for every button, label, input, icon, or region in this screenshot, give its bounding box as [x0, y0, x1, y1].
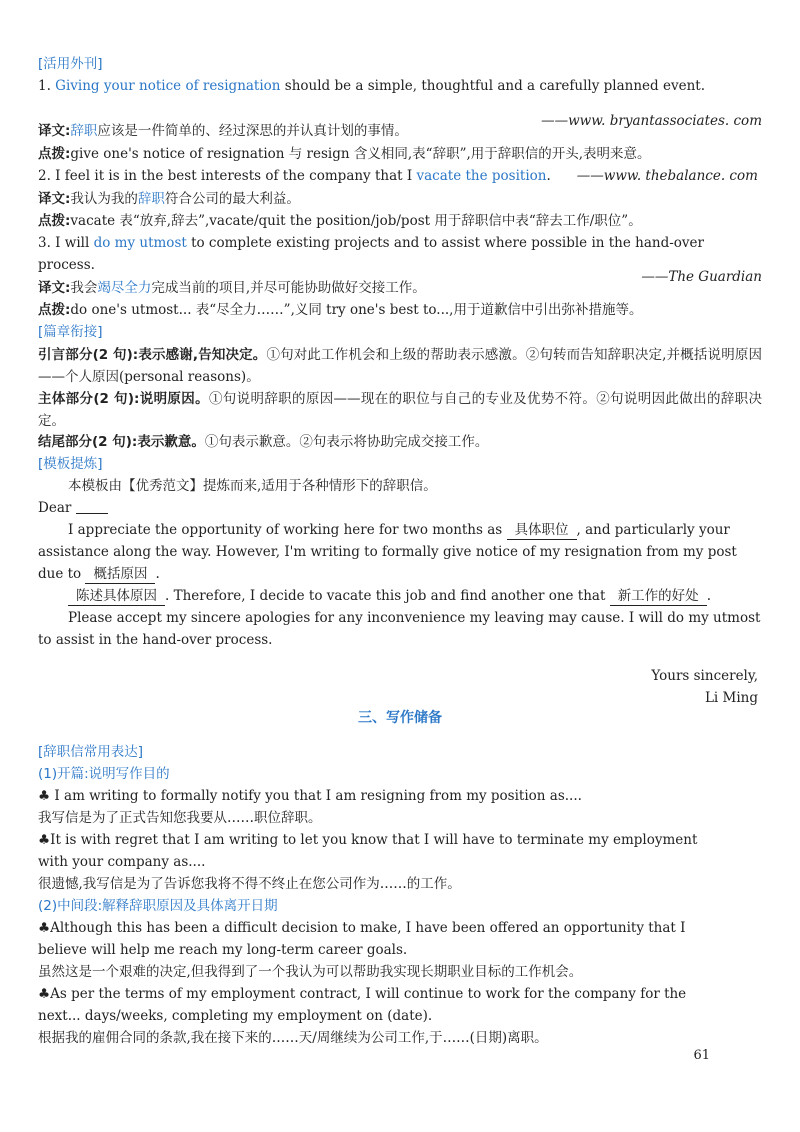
example-1: 1. Giving your notice of resignation should be a simple, thoughtful and a carefully planned event. — [38, 78, 705, 94]
template-p1: I appreciate the opportunity of working here for two months as 具体职位 , and particularly your — [68, 522, 730, 538]
structure-intro: 引言部分(2 句):表示感谢,告知决定。①句对此工作机会和上级的帮助表示感激。②句转而告知辞职决定,并概括说明原因——个人原因(personal reasons)。 — [38, 347, 762, 385]
template-closing: Yours sincerely, — [651, 667, 758, 684]
note-2: 点拨:vacate 表“放弃,辞去”,vacate/quit the position/job/post 用于辞职信中表“辞去工作/职位”。 — [38, 213, 642, 229]
expression-3-cont: believe will help me reach my long-term career goals. — [38, 942, 408, 958]
template-p1-end: due to 概括原因 . — [38, 566, 160, 582]
section-header-huoyong: [活用外刊] — [38, 56, 103, 72]
structure-body: 主体部分(2 句):说明原因。①句说明辞职的原因——现在的职位与自己的专业及优势不符。②句说明因此做出的辞职决定。 — [38, 391, 762, 429]
club-icon: ♣ — [38, 920, 51, 936]
expression-3: ♣Although this has been a difficult decision to make, I have been offered an opportunity that I — [38, 920, 686, 936]
structure-ending: 结尾部分(2 句):表示歉意。①句表示歉意。②句表示将协助完成交接工作。 — [38, 434, 489, 450]
example-3-cont: process. — [38, 257, 95, 273]
template-intro: 本模板由【优秀范文】提炼而来,适用于各种情形下的辞职信。 — [68, 478, 437, 494]
name-blank — [76, 499, 108, 514]
page-number: 61 — [693, 1048, 710, 1063]
expression-1-zh: 我写信是为了正式告知您我要从……职位辞职。 — [38, 810, 322, 826]
fill-blank: 具体职位 — [507, 521, 577, 540]
expression-2-zh: 很遗憾,我写信是为了告诉您我将不得不终止在您公司作为……的工作。 — [38, 876, 461, 892]
source-citation: ——www. thebalance. com — [576, 168, 758, 184]
fill-blank: 概括原因 — [85, 565, 155, 584]
fill-blank: 新工作的好处 — [610, 587, 707, 606]
expression-2-cont: with your company as.... — [38, 854, 206, 870]
template-greeting: Dear — [38, 498, 762, 519]
expression-1: ♣ I am writing to formally notify you that I am resigning from my position as.... — [38, 788, 582, 804]
translation-1: 译文:辞职应该是一件简单的、经过深思的并认真计划的事情。 — [38, 123, 408, 139]
highlight-phrase: Giving your notice of resignation — [55, 78, 281, 94]
club-icon: ♣ — [38, 832, 51, 848]
section-header-muban: [模板提炼] — [38, 456, 103, 472]
section-title: 三、写作储备 — [358, 710, 442, 726]
subheader-opening: (1)开篇:说明写作目的 — [38, 766, 170, 782]
note-3: 点拨:do one's utmost... 表“尽全力……”,义同 try one's best to...,用于道歉信中引出弥补措施等。 — [38, 302, 643, 318]
example-3: 3. I will do my utmost to complete existing projects and to assist where possible in the hand-over — [38, 235, 704, 251]
example-2: 2. I feel it is in the best interests of the company that I vacate the position. ——www. thebalance. com — [38, 168, 758, 184]
template-p3-cont: to assist in the hand-over process. — [38, 632, 273, 648]
source-citation: ——The Guardian — [641, 268, 762, 285]
club-icon: ♣ — [38, 986, 51, 1002]
translation-2: 译文:我认为我的辞职符合公司的最大利益。 — [38, 191, 300, 207]
expression-4-cont: next... days/weeks, completing my employment on (date). — [38, 1008, 433, 1024]
section-header-pianzhang: [篇章衔接] — [38, 324, 103, 340]
section-header-changyong: [辞职信常用表达] — [38, 744, 144, 760]
club-icon: ♣ — [38, 788, 51, 804]
source-citation: ——www. bryantassociates. com — [541, 112, 762, 129]
expression-2: ♣It is with regret that I am writing to let you know that I will have to terminate my employment — [38, 832, 698, 848]
expression-3-zh: 虽然这是一个艰难的决定,但我得到了一个我认为可以帮助我实现长期职业目标的工作机会。 — [38, 964, 583, 980]
expression-4-zh: 根据我的雇佣合同的条款,我在接下来的……天/周继续为公司工作,于……(日期)离职。 — [38, 1030, 548, 1046]
translation-3: 译文:我会竭尽全力完成当前的项目,并尽可能协助做好交接工作。 — [38, 280, 426, 296]
fill-blank: 陈述具体原因 — [68, 587, 165, 606]
subheader-middle: (2)中间段:解释辞职原因及具体离开日期 — [38, 898, 278, 914]
template-p1-cont: assistance along the way. However, I'm writing to formally give notice of my resignation from my post — [38, 544, 737, 560]
template-signature: Li Ming — [704, 689, 758, 706]
template-p3: Please accept my sincere apologies for any inconvenience my leaving may cause. I will do my utmost — [68, 610, 761, 626]
template-p2: 陈述具体原因 . Therefore, I decide to vacate this job and find another one that 新工作的好处 . — [68, 586, 762, 607]
expression-4: ♣As per the terms of my employment contract, I will continue to work for the company for the — [38, 986, 687, 1002]
note-1: 点拨:give one's notice of resignation 与 resign 含义相同,表“辞职”,用于辞职信的开头,表明来意。 — [38, 146, 651, 162]
